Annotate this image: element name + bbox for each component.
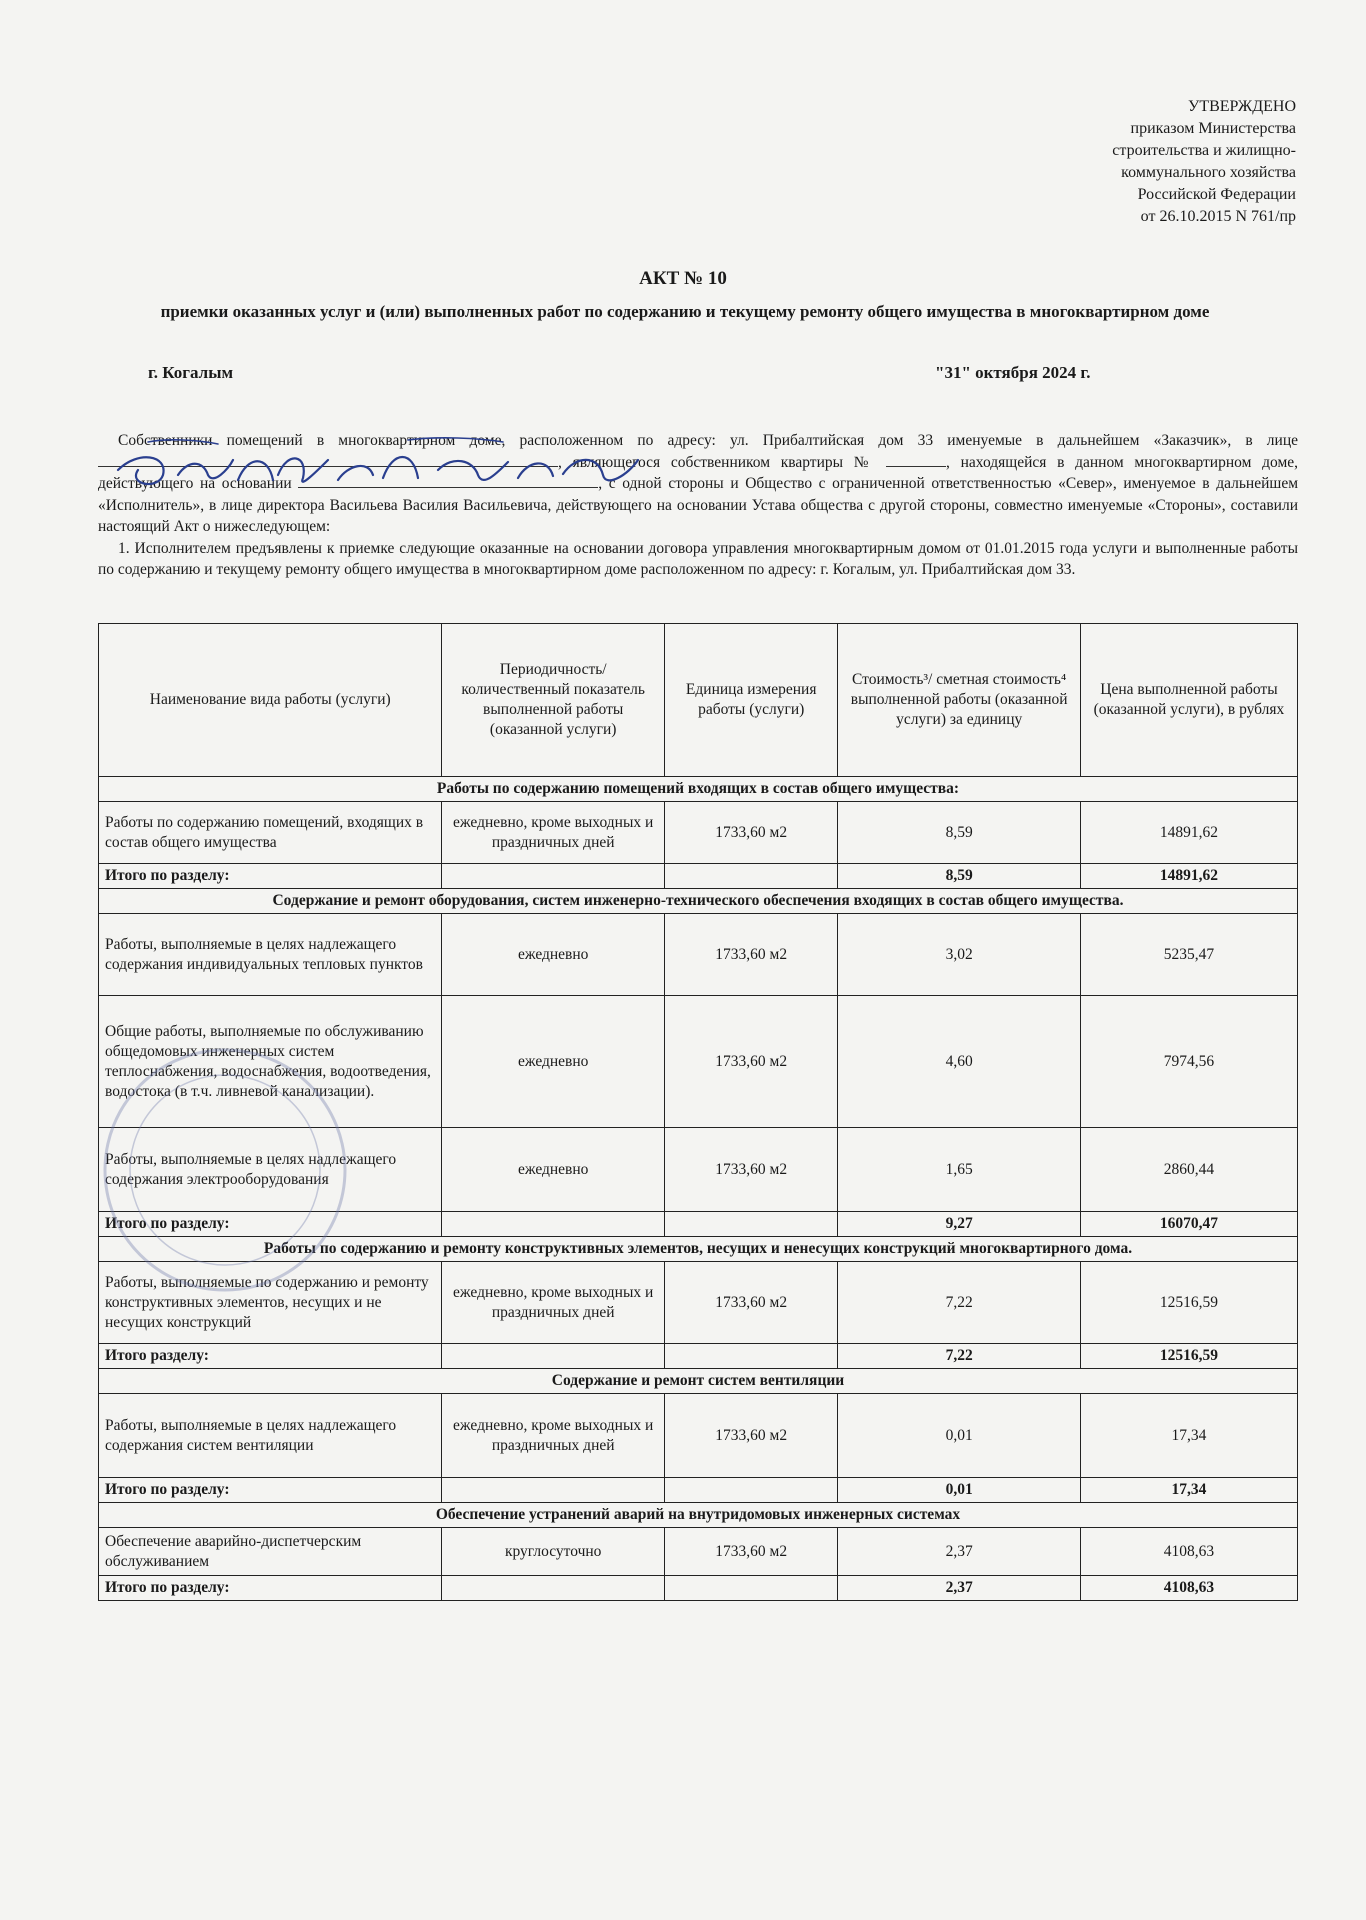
cell-periodicity: ежедневно [442, 996, 665, 1128]
total-label: Итого разделу: [99, 1344, 442, 1369]
approval-line: приказом Министерства [1130, 120, 1296, 137]
section-total-row [99, 1212, 1298, 1237]
total-price: 17,34 [1080, 1478, 1297, 1503]
header-unit-cost: Стоимость³/ сметная стоимость⁴ выполненной работы (оказанной услуги) за единицу [838, 624, 1080, 777]
total-empty-cell [664, 1576, 838, 1601]
cell-periodicity: ежедневно, кроме выходных и праздничных дней [442, 1262, 665, 1344]
intro-paragraph-2: 1. Исполнителем предъявлены к приемке следующие оказанные на основании договора управления многоквартирным домом от 01.01.2015 года услуги и выполненные работы по содержанию и текущему ремонту общего имущества в многоквартирном доме расположенном по адресу: г. Когалым, ул. Прибалтийская дом 33. [98, 539, 1298, 578]
intro-text-b: , являющегося собственником квартиры № [558, 453, 876, 471]
table-row [99, 1128, 1298, 1212]
table-row [99, 1394, 1298, 1478]
cell-unit: 1733,60 м2 [664, 1528, 838, 1576]
table-row [99, 996, 1298, 1128]
cell-name: Обеспечение аварийно-диспетчерским обслуживанием [99, 1528, 442, 1576]
approval-block [1112, 96, 1296, 228]
act-city: г. Когалым [148, 363, 234, 382]
section-title-row [99, 1369, 1298, 1394]
cell-price: 5235,47 [1080, 914, 1297, 996]
section-title: Работы по содержанию и ремонту конструктивных элементов, несущих и ненесущих конструкций многоквартирного дома. [99, 1237, 1298, 1262]
cell-name: Работы, выполняемые в целях надлежащего содержания индивидуальных тепловых пунктов [99, 914, 442, 996]
total-empty-cell [664, 864, 838, 889]
cell-unit-cost: 3,02 [838, 914, 1080, 996]
cell-price: 14891,62 [1080, 802, 1297, 864]
intro-paragraph-1 [98, 430, 1298, 538]
total-label: Итого по разделу: [99, 1478, 442, 1503]
cell-unit-cost: 4,60 [838, 996, 1080, 1128]
total-empty-cell [442, 1344, 665, 1369]
approval-line: от 26.10.2015 N 761/пр [1140, 208, 1296, 225]
total-label: Итого по разделу: [99, 864, 442, 889]
section-title-row [99, 1237, 1298, 1262]
section-title: Обеспечение устранений аварий на внутридомовых инженерных системах [99, 1503, 1298, 1528]
cell-name: Работы, выполняемые в целях надлежащего содержания электрооборудования [99, 1128, 442, 1212]
cell-periodicity: ежедневно, кроме выходных и праздничных дней [442, 1394, 665, 1478]
section-total-row [99, 1576, 1298, 1601]
table-row [99, 914, 1298, 996]
section-total-row [99, 1344, 1298, 1369]
section-title: Содержание и ремонт систем вентиляции [99, 1369, 1298, 1394]
cell-unit-cost: 2,37 [838, 1528, 1080, 1576]
total-cost: 9,27 [838, 1212, 1080, 1237]
approval-line: Российской Федерации [1137, 186, 1296, 203]
total-price: 12516,59 [1080, 1344, 1297, 1369]
approval-line: УТВЕРЖДЕНО [1187, 98, 1296, 115]
section-title: Содержание и ремонт оборудования, систем инженерно-технического обеспечения входящих в состав общего имущества. [99, 889, 1298, 914]
cell-name: Работы, выполняемые по содержанию и ремонту конструктивных элементов, несущих и не несущих конструкций [99, 1262, 442, 1344]
total-empty-cell [442, 864, 665, 889]
total-cost: 7,22 [838, 1344, 1080, 1369]
act-date: "31" октября 2024 г. [935, 363, 1091, 382]
table-row [99, 802, 1298, 864]
total-empty-cell [442, 1478, 665, 1503]
header-name: Наименование вида работы (услуги) [99, 624, 442, 777]
total-cost: 8,59 [838, 864, 1080, 889]
intro-text-d: , с одной стороны и Общество с ограниченной ответственностью «Север», именуемое в дальнейшем «Исполнитель», в лице директора Васильева Василия Васильевича, действующего на основании Устава общества с другой стороны, совместно именуемые «Стороны», составили настоящий Акт о нижеследующем: [98, 475, 1299, 535]
table-header-row [99, 624, 1298, 777]
works-table [98, 623, 1298, 1601]
apartment-number-field [886, 452, 946, 467]
cell-price: 7974,56 [1080, 996, 1297, 1128]
total-empty-cell [664, 1344, 838, 1369]
cell-unit: 1733,60 м2 [664, 996, 838, 1128]
act-subtitle: приемки оказанных услуг и (или) выполненных работ по содержанию и текущему ремонту общего имущества в многоквартирном доме [160, 302, 1210, 321]
intro-text-a: Собственники помещений в многоквартирном доме, расположенном по адресу: ул. Прибалтийская дом 33 именуемые в дальнейшем «Заказчик», в лице [118, 432, 1298, 449]
cell-name: Работы по содержанию помещений, входящих в состав общего имущества [99, 802, 442, 864]
total-empty-cell [664, 1212, 838, 1237]
total-empty-cell [664, 1478, 838, 1503]
cell-periodicity: круглосуточно [442, 1528, 665, 1576]
approval-line: коммунального хозяйства [1121, 164, 1296, 181]
cell-unit: 1733,60 м2 [664, 1128, 838, 1212]
total-price: 16070,47 [1080, 1212, 1297, 1237]
cell-name: Общие работы, выполняемые по обслуживанию общедомовых инженерных систем теплоснабжения, водоснабжения, водоотведения, водостока (в т.ч. ливневой канализации). [99, 996, 442, 1128]
header-unit: Единица измерения работы (услуги) [664, 624, 838, 777]
cell-unit-cost: 0,01 [838, 1394, 1080, 1478]
cell-price: 12516,59 [1080, 1262, 1297, 1344]
total-empty-cell [442, 1212, 665, 1237]
total-label: Итого по разделу: [99, 1212, 442, 1237]
cell-periodicity: ежедневно, кроме выходных и праздничных дней [442, 802, 665, 864]
section-total-row [99, 1478, 1298, 1503]
cell-unit: 1733,60 м2 [664, 1262, 838, 1344]
header-price: Цена выполненной работы (оказанной услуги), в рублях [1080, 624, 1297, 777]
cell-unit-cost: 8,59 [838, 802, 1080, 864]
section-total-row [99, 864, 1298, 889]
intro-text [98, 430, 1298, 581]
cell-price: 17,34 [1080, 1394, 1297, 1478]
cell-unit-cost: 7,22 [838, 1262, 1080, 1344]
cell-unit: 1733,60 м2 [664, 802, 838, 864]
section-title-row [99, 1503, 1298, 1528]
cell-name: Работы, выполняемые в целях надлежащего содержания систем вентиляции [99, 1394, 442, 1478]
cell-price: 2860,44 [1080, 1128, 1297, 1212]
cell-price: 4108,63 [1080, 1528, 1297, 1576]
total-label: Итого по разделу: [99, 1576, 442, 1601]
section-title-row [99, 777, 1298, 802]
header-periodicity: Периодичность/ количественный показатель выполненной работы (оказанной услуги) [442, 624, 665, 777]
cell-unit: 1733,60 м2 [664, 914, 838, 996]
table-row [99, 1262, 1298, 1344]
total-cost: 2,37 [838, 1576, 1080, 1601]
total-price: 4108,63 [1080, 1576, 1297, 1601]
cell-periodicity: ежедневно [442, 914, 665, 996]
representative-name-field [98, 452, 558, 467]
section-title-row [99, 889, 1298, 914]
table-row [99, 1528, 1298, 1576]
approval-line: строительства и жилищно- [1112, 142, 1296, 159]
cell-unit: 1733,60 м2 [664, 1394, 838, 1478]
cell-periodicity: ежедневно [442, 1128, 665, 1212]
total-price: 14891,62 [1080, 864, 1297, 889]
intro-text-c: , находящейся в данном многоквартирном доме, действующего на основании [98, 453, 1299, 492]
section-title: Работы по содержанию помещений входящих в состав общего имущества: [99, 777, 1298, 802]
total-empty-cell [442, 1576, 665, 1601]
act-title: АКТ № 10 [639, 268, 727, 289]
basis-field [298, 473, 598, 488]
cell-unit-cost: 1,65 [838, 1128, 1080, 1212]
total-cost: 0,01 [838, 1478, 1080, 1503]
